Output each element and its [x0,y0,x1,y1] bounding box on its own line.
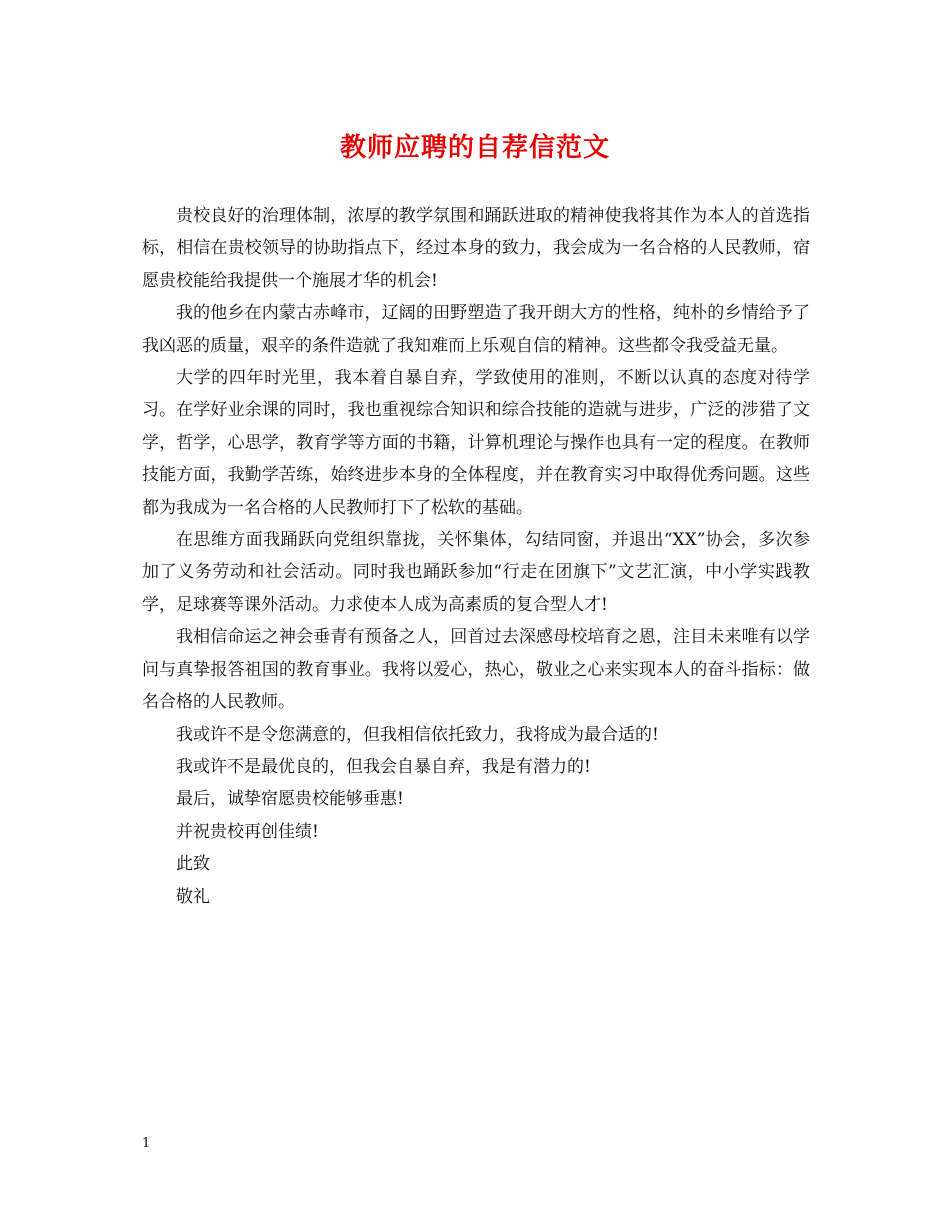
paragraph-9: 并祝贵校再创佳绩! [176,821,319,842]
page-number: 1 [142,1136,151,1151]
paragraph-2: 我的他乡在内蒙古赤峰市，辽阔的田野塑造了我开朗大方的性格，纯朴的乡情给予了我凶恶的质量，艰辛的条件造就了我知难而上乐观自信的精神。这些都令我受益无量。 [142,303,810,356]
paragraph-1: 贵校良好的治理体制，浓厚的教学氛围和踊跃进取的精神使我将其作为本人的首选指标，相信在贵校领导的协助指点下，经过本身的致力，我会成为一名合格的人民教师，宿愿贵校能给我提供一个施展才华的机会! [142,206,810,291]
paragraph-4: 在思维方面我踊跃向党组织靠拢，关怀集体，勾结同窗，并退出“XX”协会，多次参加了义务劳动和社会活动。同时我也踊跃参加“行走在团旗下”文艺汇演，中小学实践教学，足球赛等课外活动。力求使本人成为高素质的复合型人才! [142,530,810,615]
paragraph-6: 我或许不是令您满意的，但我相信依托致力，我将成为最合适的! [176,724,659,745]
paragraph-7: 我或许不是最优良的，但我会自暴自弃，我是有潜力的! [176,756,591,777]
paragraph-5: 我相信命运之神会垂青有预备之人，回首过去深感母校培育之恩，注目未来唯有以学问与真挚报答祖国的教育事业。我将以爱心，热心，敬业之心来实现本人的奋斗指标：做名合格的人民教师。 [142,627,810,713]
paragraph-3: 大学的四年时光里，我本着自暴自弃，学致使用的准则，不断以认真的态度对待学习。在学好业余课的同时，我也重视综合知识和综合技能的造就与进步，广泛的涉猎了文学，哲学，心思学，教育学等方面的书籍，计算机理论与操作也具有一定的程度。在教师技能方面，我勤学苦练，始终进步本身的全体程度，并在教育实习中取得优秀问题。这些都为我成为一名合格的人民教师打下了松软的基础。 [142,368,810,518]
letter-body [142,200,810,913]
paragraph-8: 最后，诚挚宿愿贵校能够垂惠! [176,789,404,810]
closing-salutation-2: 敬礼 [176,886,210,907]
closing-salutation-1: 此致 [176,854,210,875]
document-title: 教师应聘的自荐信范文 [339,133,610,163]
